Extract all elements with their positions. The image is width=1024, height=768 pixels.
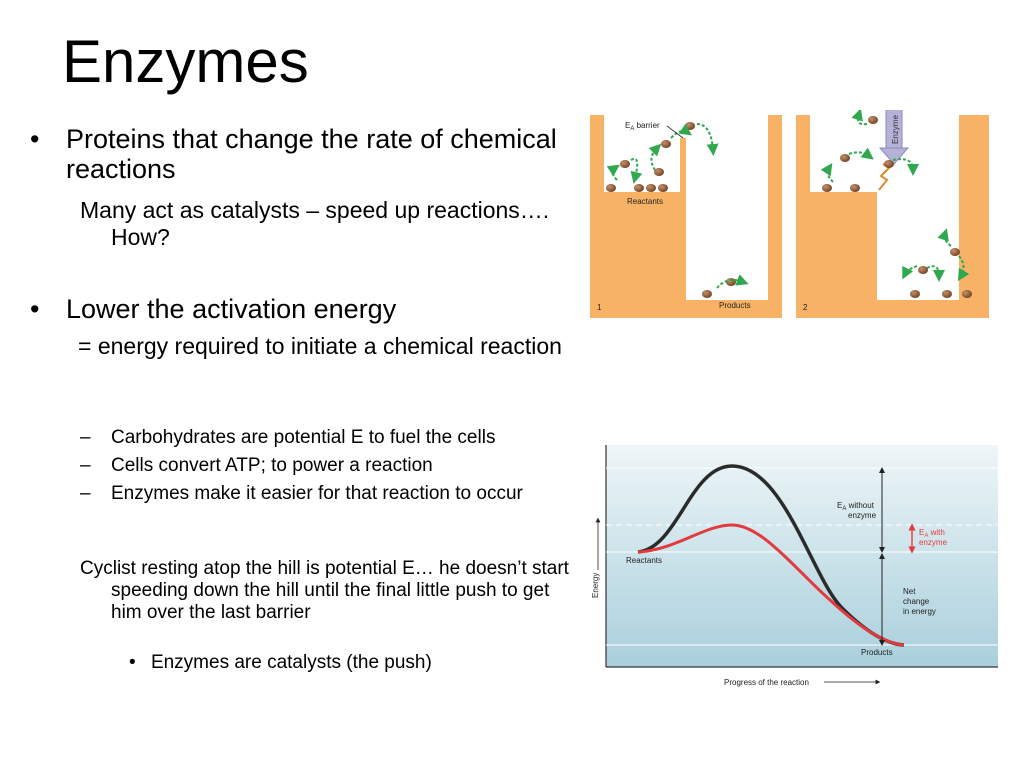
bullet-dot: • <box>30 294 40 324</box>
sub-bullet-text: Enzymes are catalysts (the push) <box>150 652 432 673</box>
y-axis-label: Energy <box>591 572 600 598</box>
slide-title: Enzymes <box>62 28 309 95</box>
panel-2-number: 2 <box>803 303 808 312</box>
dash-mark: – <box>80 455 91 476</box>
net-change-label-2: change <box>903 597 930 606</box>
dash-item-text: Enzymes make it easier for that reaction to occur <box>111 483 523 504</box>
enzyme-arrow-icon <box>880 110 908 164</box>
dash-item-text: Carbohydrates are potential E to fuel the cells <box>111 427 496 448</box>
bullet-dot: • <box>30 124 40 154</box>
energy-diagram-figure <box>586 440 1000 690</box>
ea-without-label: $E_A$ without <box>837 501 874 512</box>
plot-background <box>606 445 998 667</box>
sub-bullet <box>129 652 432 674</box>
products-label: Products <box>719 301 751 310</box>
ea-without-label-line2: enzyme <box>848 511 877 520</box>
net-change-label-3: in energy <box>903 607 936 616</box>
enzyme-label: Enzyme <box>891 115 900 144</box>
panel-1-tank <box>590 115 782 318</box>
dash-mark: – <box>80 483 91 504</box>
x-axis-label: Progress of the reaction <box>724 678 809 687</box>
reactants-label: Reactants <box>627 197 664 206</box>
bullet-1-sub: Many act as catalysts – speed up reactions…. How? <box>80 197 550 250</box>
ea-with-label-line2: enzyme <box>919 538 948 547</box>
bullet-dot: • <box>129 652 136 673</box>
products-label: Products <box>861 648 893 657</box>
bullet-1-text: Proteins that change the rate of chemical reactions <box>66 124 557 184</box>
bullet-2-sub: = energy required to initiate a chemical reaction <box>78 333 562 359</box>
panel-1-number: 1 <box>597 303 602 312</box>
activation-wells-figure <box>587 110 991 320</box>
reactants-label: Reactants <box>626 556 663 565</box>
ea-barrier-label: $E_A$ barrier <box>625 121 660 132</box>
cyclist-paragraph: Cyclist resting atop the hill is potential E… he doesn’t start speeding down the hill until the final little push to get him over the last barrier <box>80 558 569 623</box>
dash-item-text: Cells convert ATP; to power a reaction <box>111 455 433 476</box>
dash-mark: – <box>80 427 91 448</box>
bullet-2-text: Lower the activation energy <box>66 294 397 324</box>
ea-with-label: $E_A$ with <box>919 528 945 539</box>
net-change-label-1: Net <box>903 587 916 596</box>
